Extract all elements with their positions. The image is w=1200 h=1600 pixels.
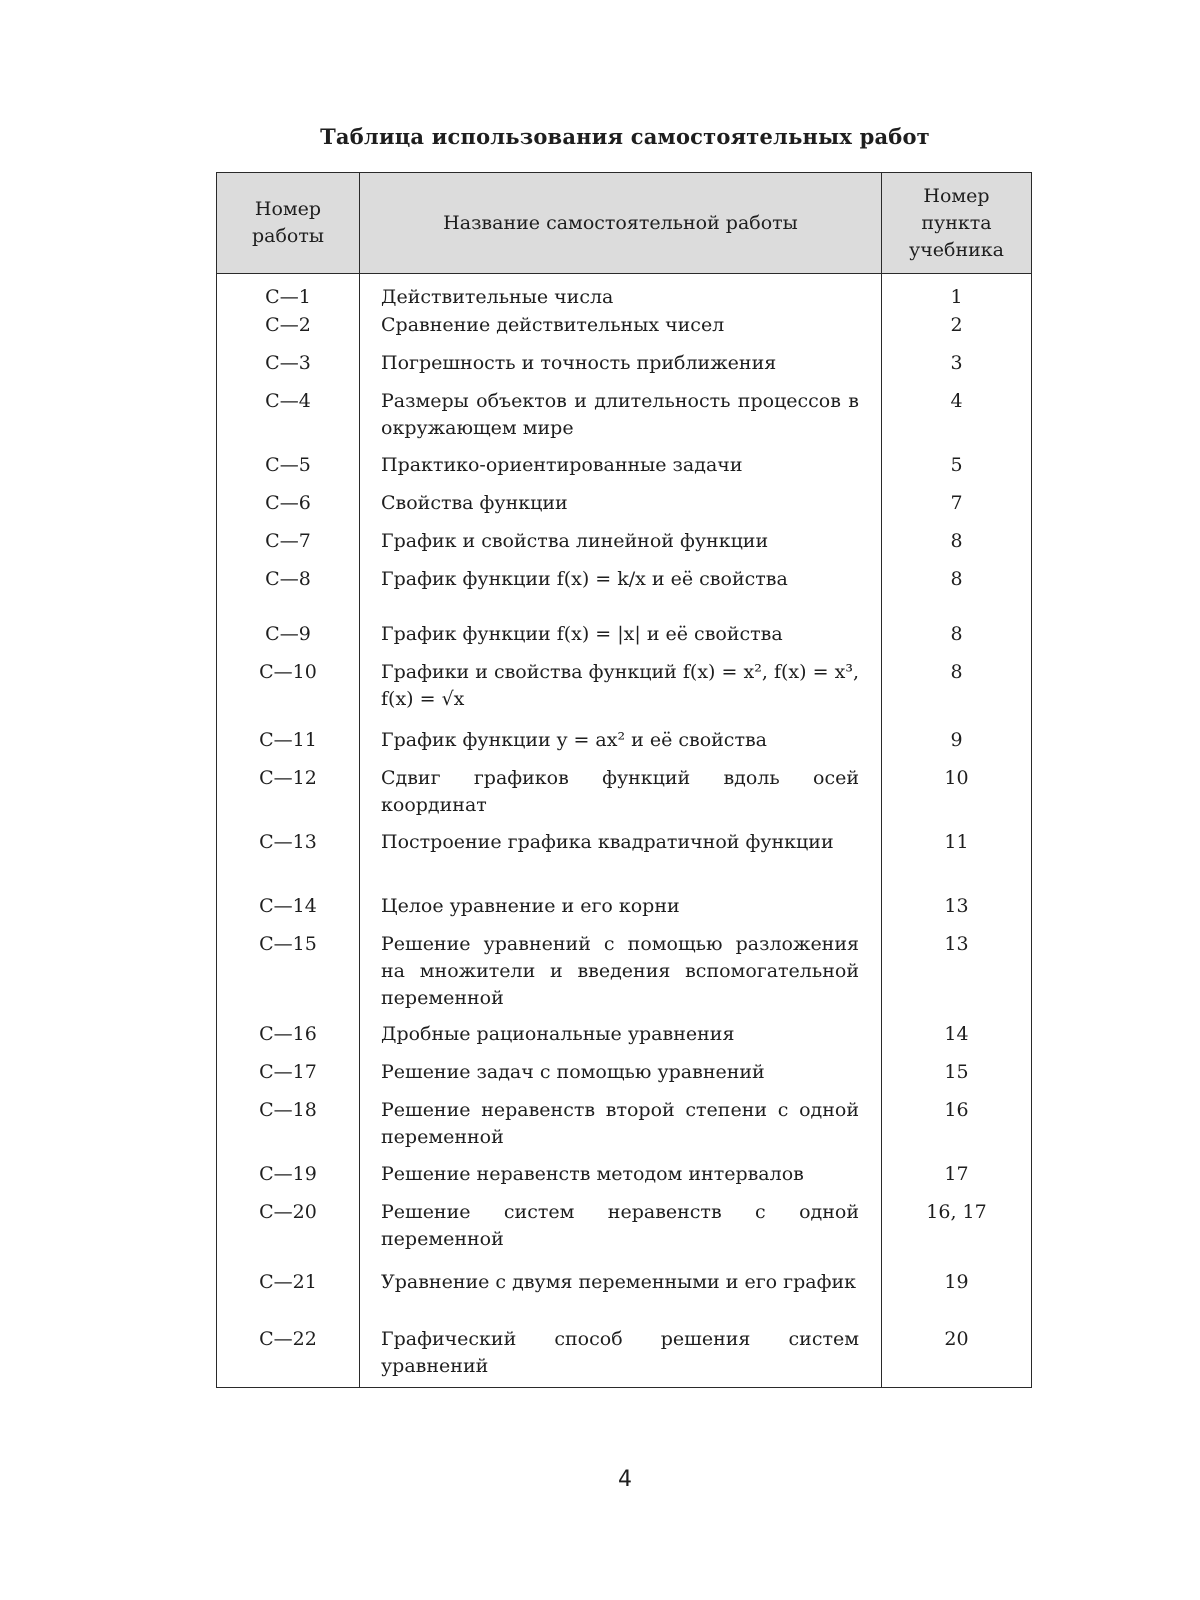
work-name-cell: Решение систем неравенств с одной переменной <box>360 1199 882 1269</box>
work-name-cell: Сравнение действительных чисел <box>360 312 882 350</box>
work-name-cell: Погрешность и точность приближения <box>360 350 882 388</box>
textbook-point-cell: 2 <box>882 312 1032 350</box>
header-work-name: Название самостоятельной работы <box>360 173 882 274</box>
work-number-cell: С—19 <box>217 1161 360 1199</box>
work-name-cell: График функции y = ax² и её свойства <box>360 727 882 765</box>
work-number-cell: С—13 <box>217 829 360 893</box>
table-row <box>217 350 1032 388</box>
work-name-cell: Графики и свойства функций f(x) = x², f(x) = x³, f(x) = √x <box>360 659 882 727</box>
work-number-cell: С—7 <box>217 528 360 566</box>
table-row <box>217 1021 1032 1059</box>
work-name-cell: График функции f(x) = k/x и её свойства <box>360 566 882 621</box>
work-name-cell: Решение неравенств методом интервалов <box>360 1161 882 1199</box>
table-row <box>217 566 1032 621</box>
work-number-cell: С—14 <box>217 893 360 931</box>
textbook-point-cell: 8 <box>882 621 1032 659</box>
work-number-cell: С—3 <box>217 350 360 388</box>
table-row <box>217 452 1032 490</box>
textbook-point-cell: 8 <box>882 566 1032 621</box>
textbook-point-cell: 7 <box>882 490 1032 528</box>
table-row <box>217 659 1032 727</box>
works-table <box>216 172 1032 1388</box>
work-number-cell: С—4 <box>217 388 360 452</box>
work-number-cell: С—8 <box>217 566 360 621</box>
table-body <box>217 274 1032 1388</box>
header-work-number: Номер работы <box>217 173 360 274</box>
textbook-point-cell: 10 <box>882 765 1032 829</box>
work-name-cell: Дробные рациональные уравнения <box>360 1021 882 1059</box>
work-number-cell: С—21 <box>217 1269 360 1326</box>
work-number-cell: С—1 <box>217 274 360 312</box>
textbook-point-cell: 16 <box>882 1097 1032 1161</box>
table-row <box>217 1326 1032 1388</box>
work-name-cell: Решение уравнений с помощью разложения на множители и введения вспомогательной переменной <box>360 931 882 1021</box>
work-number-cell: С—20 <box>217 1199 360 1269</box>
work-name-cell: График функции f(x) = |x| и её свойства <box>360 621 882 659</box>
table-row <box>217 1269 1032 1326</box>
table-row <box>217 893 1032 931</box>
work-number-cell: С—22 <box>217 1326 360 1388</box>
work-name-cell: Сдвиг графиков функций вдоль осей координат <box>360 765 882 829</box>
textbook-point-cell: 8 <box>882 528 1032 566</box>
table-row <box>217 931 1032 1021</box>
textbook-point-cell: 4 <box>882 388 1032 452</box>
textbook-point-cell: 1 <box>882 274 1032 312</box>
work-number-cell: С—15 <box>217 931 360 1021</box>
work-name-cell: Решение задач с помощью уравнений <box>360 1059 882 1097</box>
textbook-point-cell: 13 <box>882 893 1032 931</box>
work-number-cell: С—17 <box>217 1059 360 1097</box>
work-number-cell: С—5 <box>217 452 360 490</box>
textbook-point-cell: 14 <box>882 1021 1032 1059</box>
textbook-point-cell: 16, 17 <box>882 1199 1032 1269</box>
table-row <box>217 388 1032 452</box>
textbook-point-cell: 13 <box>882 931 1032 1021</box>
textbook-point-cell: 20 <box>882 1326 1032 1388</box>
work-number-cell: С—10 <box>217 659 360 727</box>
work-number-cell: С—18 <box>217 1097 360 1161</box>
table-row <box>217 829 1032 893</box>
table-row <box>217 490 1032 528</box>
textbook-point-cell: 3 <box>882 350 1032 388</box>
work-number-cell: С—11 <box>217 727 360 765</box>
table-row <box>217 312 1032 350</box>
work-name-cell: Размеры объектов и длительность процессов в окружающем мире <box>360 388 882 452</box>
work-name-cell: Решение неравенств второй степени с одной переменной <box>360 1097 882 1161</box>
table-row <box>217 765 1032 829</box>
work-name-cell: Целое уравнение и его корни <box>360 893 882 931</box>
table-row <box>217 1199 1032 1269</box>
work-number-cell: С—16 <box>217 1021 360 1059</box>
header-textbook-point: Номер пункта учебника <box>882 173 1032 274</box>
work-name-cell: Построение графика квадратичной функции <box>360 829 882 893</box>
header-row <box>217 173 1032 274</box>
table-row <box>217 274 1032 312</box>
work-name-cell: Практико-ориентированные задачи <box>360 452 882 490</box>
textbook-point-cell: 17 <box>882 1161 1032 1199</box>
work-name-cell: Уравнение с двумя переменными и его график <box>360 1269 882 1326</box>
work-number-cell: С—2 <box>217 312 360 350</box>
work-number-cell: С—9 <box>217 621 360 659</box>
work-name-cell: Действительные числа <box>360 274 882 312</box>
work-number-cell: С—12 <box>217 765 360 829</box>
textbook-point-cell: 11 <box>882 829 1032 893</box>
table-title: Таблица использования самостоятельных работ <box>320 124 930 149</box>
work-name-cell: Свойства функции <box>360 490 882 528</box>
textbook-point-cell: 15 <box>882 1059 1032 1097</box>
table-row <box>217 621 1032 659</box>
textbook-point-cell: 19 <box>882 1269 1032 1326</box>
textbook-point-cell: 8 <box>882 659 1032 727</box>
table-row <box>217 1059 1032 1097</box>
page-number: 4 <box>618 1467 632 1492</box>
table-row <box>217 528 1032 566</box>
table-row <box>217 1161 1032 1199</box>
work-number-cell: С—6 <box>217 490 360 528</box>
table-row <box>217 727 1032 765</box>
work-name-cell: График и свойства линейной функции <box>360 528 882 566</box>
textbook-point-cell: 9 <box>882 727 1032 765</box>
table-row <box>217 1097 1032 1161</box>
work-name-cell: Графический способ решения систем уравнений <box>360 1326 882 1388</box>
textbook-point-cell: 5 <box>882 452 1032 490</box>
